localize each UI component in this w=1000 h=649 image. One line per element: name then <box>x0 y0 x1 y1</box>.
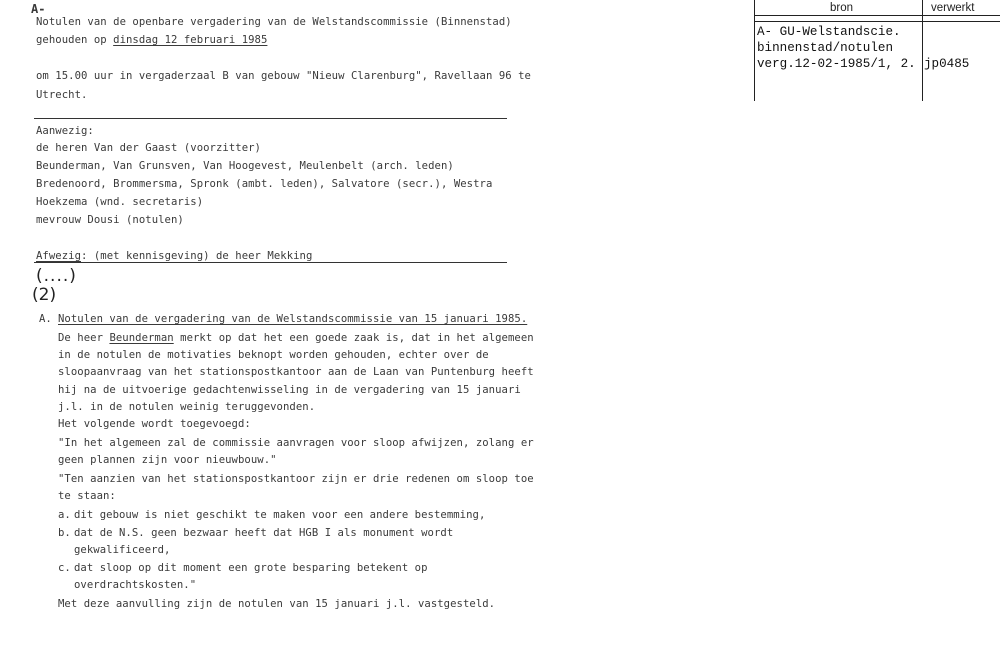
document-title-line-2 <box>36 35 267 46</box>
list-letter: a. <box>58 509 71 521</box>
location-line-1: om 15.00 uur in vergaderzaal B van gebouw "Nieuw Clarenburg", Ravellaan 96 te <box>36 70 531 82</box>
absent-text: : (met kennisgeving) de heer Mekking <box>81 250 313 262</box>
present-line: Bredenoord, Brommersma, Spronk (ambt. leden), Salvatore (secr.), Westra <box>36 178 493 190</box>
handwritten-omission: (....) <box>36 266 77 286</box>
card-bron-line-3: verg.12-02-1985/1, 2. <box>757 57 916 71</box>
absent-label: Afwezig <box>36 250 81 262</box>
member-name: Beunderman <box>109 332 174 344</box>
paragraph-line: hij na de uitvoerige gedachtenwisseling in de vergadering van 15 januari <box>58 384 521 396</box>
closing-line: Met deze aanvulling zijn de notulen van 15 januari j.l. vastgesteld. <box>58 598 496 610</box>
list-item-text: overdrachtskosten." <box>74 579 197 591</box>
index-card <box>754 0 1000 101</box>
card-header-verwerkt: verwerkt <box>931 2 975 14</box>
card-header-rule-2 <box>754 21 1000 22</box>
paragraph-line: j.l. in de notulen weinig teruggevonden. <box>58 401 316 413</box>
list-letter: c. <box>58 562 71 574</box>
present-heading: Aanwezig: <box>36 125 94 137</box>
quote-line: te staan: <box>58 490 116 502</box>
paragraph-line: Het volgende wordt toegevoegd: <box>58 418 251 430</box>
card-bron-line-2: binnenstad/notulen <box>757 41 894 55</box>
paragraph-line <box>58 333 534 344</box>
list-item-text: dit gebouw is niet geschikt te maken voor een andere bestemming, <box>74 509 486 521</box>
text-run: De heer <box>58 332 110 344</box>
quote-line: geen plannen zijn voor nieuwbouw." <box>58 454 277 466</box>
list-item-text: gekwalificeerd, <box>74 544 171 556</box>
list-item-text: dat sloop op dit moment een grote besparing betekent op <box>74 562 428 574</box>
quote-line: "Ten aanzien van het stationspostkantoor zijn er drie redenen om sloop toe <box>58 473 534 485</box>
card-header-rule <box>754 15 1000 16</box>
section-divider <box>34 118 507 119</box>
quote-line: "In het algemeen zal de commissie aanvragen voor sloop afwijzen, zolang er <box>58 437 534 449</box>
text-run: merkt op dat het een goede zaak is, dat in het algemeen <box>173 332 534 344</box>
meeting-date: dinsdag 12 februari 1985 <box>113 34 268 46</box>
card-header-bron: bron <box>830 2 854 14</box>
agenda-item-letter: A. <box>39 313 52 325</box>
handwritten-page-number: (2) <box>32 285 57 305</box>
document-title-line-1: Notulen van de openbare vergadering van de Welstandscommissie (Binnenstad) <box>36 16 512 28</box>
agenda-item-title: Notulen van de vergadering van de Welstandscommissie van 15 januari 1985. <box>58 313 528 325</box>
present-line: Hoekzema (wnd. secretaris) <box>36 196 204 208</box>
list-item-text: dat de N.S. geen bezwaar heeft dat HGB I als monument wordt <box>74 527 454 539</box>
present-line: Beunderman, Van Grunsven, Van Hoogevest, Meulenbelt (arch. leden) <box>36 160 454 172</box>
corner-mark: A- <box>31 2 46 16</box>
present-line: de heren Van der Gaast (voorzitter) <box>36 142 261 154</box>
paragraph-line: sloopaanvraag van het stationspostkantoor aan de Laan van Puntenburg heeft <box>58 366 534 378</box>
card-verwerkt-value: jp0485 <box>924 57 970 71</box>
location-line-2: Utrecht. <box>36 89 88 101</box>
absent-rule <box>34 262 507 263</box>
absent-line <box>36 251 312 262</box>
card-bron-line-1: A- GU-Welstandscie. <box>757 25 901 39</box>
date-prefix: gehouden op <box>36 34 114 46</box>
present-line: mevrouw Dousi (notulen) <box>36 214 184 226</box>
paragraph-line: in de notulen de motivaties beknopt worden gehouden, echter over de <box>58 349 489 361</box>
list-letter: b. <box>58 527 71 539</box>
